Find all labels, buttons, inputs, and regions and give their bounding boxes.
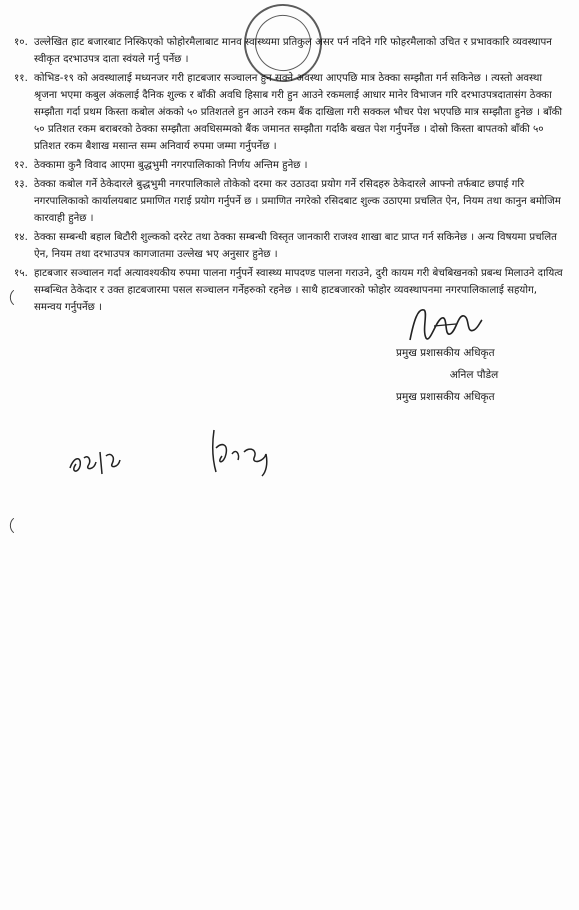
clause-text: ठेक्का सम्बन्धी बहाल बिटौरी शुल्कको दररेट तथा ठेक्का सम्बन्धी विस्तृत जानकारी राजश्व शाखा बाट प्राप्त गर्न सकिनेछ । अन्य विषयमा प्रचलित ऐन, नियम तथा दरभाउपत्र कागजातमा उल्लेख भए अनुसार हुनेछ । [34, 232, 557, 260]
initial-signature [206, 424, 272, 478]
clause-item [14, 176, 566, 227]
punch-hole-mark [6, 518, 22, 534]
signatory-title-stamp: प्रमुख प्रशासकीय अधिकृत [396, 391, 495, 403]
initial-signature [66, 446, 122, 480]
clause-text: कोभिड-१९ को अवस्थालाई मध्यनजर गरी हाटबजार सञ्चालन हुन सक्ने अवस्था आएपछि मात्र ठेक्का सम्झौता गर्न सकिनेछ । त्यस्तो अवस्था श्रृजना भएमा कबुल अंकलाई दैनिक शुल्क र बाँकी अवधि हिसाब गरी हुन आउने रकमलाई आधार मानेर विभाजन गरि दरभाउपत्रदातासंग ठेक्का सम्झौता गर्दा प्रथम किस्ता कबोल अंकको ५० प्रतिशतले हुन आउने रकम बैंक दाखिला गरी सक्कल भौचर पेश भएपछि मात्र सम्झौता हुनेछ । बाँकी ५० प्रतिशत रकम बराबरको ठेक्का सम्झौता अवधिसम्मको बैंक जमानत सम्झौता गर्दाकै बखत पेश गर्नुपर्नेछ । दोस्रो किस्ता बापतको बाँकी ५० प्रतिशत रकम बैशाख मसान्त सम्म अनिवार्य रुपमा जम्मा गर्नुपर्नेछ । [34, 73, 563, 152]
clause-number: १२. [14, 160, 28, 171]
clause-number: १३. [14, 179, 28, 190]
signatory-name: अनिल पौडेल [449, 369, 499, 381]
signatory-block [396, 342, 546, 408]
clause-text: ठेक्का कबोल गर्ने ठेकेदारले बुद्धभुमी नगरपालिकाले तोकेको दरमा कर उठाउदा प्रयोग गर्ने रसिदहरु ठेकेदारले आफ्नो तर्फबाट छपाई गरि नगरपालिकाको कार्यालयबाट प्रमाणित गराई प्रयोग गर्नुपर्ने छ । प्रमाणित नगरेको रसिदबाट शुल्क उठाएमा प्रचलित ऐन, नियम तथा कानुन बमोजिम कारवाही हुनेछ । [34, 179, 561, 224]
clause-text: ठेक्कामा कुनै विवाद आएमा बुद्धभुमी नगरपालिकाको निर्णय अन्तिम हुनेछ । [34, 160, 308, 171]
clause-item [14, 229, 566, 263]
signatory-title: प्रमुख प्रशासकीय अधिकृत [396, 347, 495, 359]
clause-number: १४. [14, 232, 28, 243]
clause-item [14, 34, 566, 68]
clause-list [14, 34, 566, 318]
clause-item [14, 157, 566, 174]
clause-text: हाटबजार सञ्चालन गर्दा अत्यावश्यकीय रुपमा पालना गर्नुपर्ने स्वास्थ्य मापदण्ड पालना गराउने, दुरी कायम गरी बेचबिखनको प्रबन्ध मिलाउने दायित्व सम्बन्धित ठेकेदार र उक्त हाटबजारमा पसल सञ्चालन गर्नेहरुको रहनेछ । साथै हाटबजारको फोहोर व्यवस्थापनमा नगरपालिकालाई सहयोग, समन्वय गर्नुपर्नेछ । [34, 268, 563, 313]
clause-number: ११. [14, 73, 28, 84]
clause-number: १०. [14, 37, 28, 48]
clause-text: उल्लेखित हाट बजारबाट निस्किएको फोहोरमैलाबाट मानव स्वास्थ्यमा प्रतिकुल असर पर्न नदिने गरि फोहरमैलाको उचित र प्रभावकारि व्यवस्थापन स्वीकृत दरभाउपत्र दाता स्वंयले गर्नु पर्नेछ । [34, 37, 552, 65]
clause-item [14, 70, 566, 155]
clause-number: १५. [14, 268, 28, 279]
